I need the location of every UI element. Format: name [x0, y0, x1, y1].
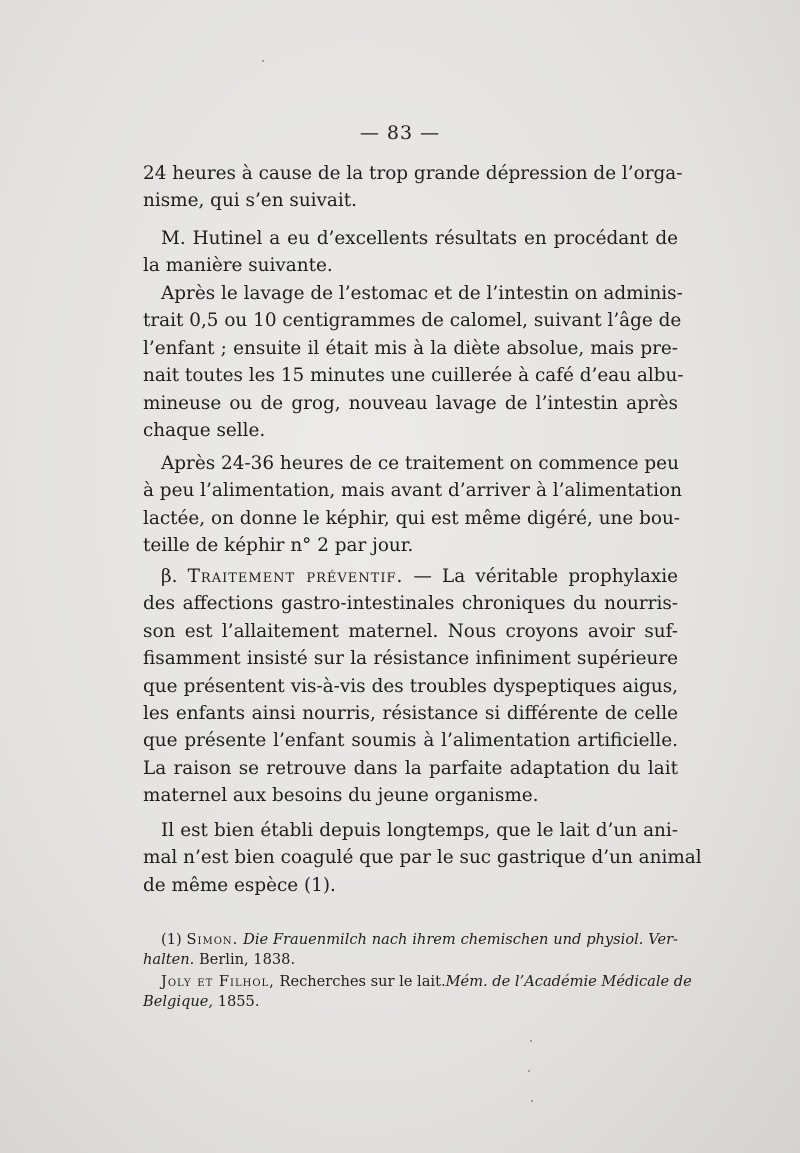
footnote-2	[143, 972, 692, 1011]
paragraph-3	[143, 280, 684, 444]
paragraph-5	[143, 563, 678, 810]
text-line: à peu l’alimentation, mais avant d’arriver à l’alimentation	[143, 480, 682, 502]
text-line: lactée, on donne le képhir, qui est même digéré, une bou-	[143, 507, 681, 529]
text-line: la manière suivante.	[143, 255, 333, 277]
text-line: nisme, qui s’en suivait.	[143, 190, 358, 212]
footnote-line: Belgique, 1855.	[143, 992, 260, 1010]
paper-speck	[262, 60, 264, 62]
paper-speck	[531, 1100, 533, 1102]
text-line: Après le lavage de l’estomac et de l’intestin on adminis-	[161, 283, 683, 304]
text-line: les enfants ainsi nourris, résistance si différente de celle	[143, 702, 678, 724]
text-line: nait toutes les 15 minutes une cuillerée à café d’eau albu-	[143, 365, 684, 387]
text-line: chaque selle.	[143, 419, 266, 441]
text-line: Après 24-36 heures de ce traitement on commence peu	[161, 453, 679, 474]
text-line: β. Traitement préventif. — La véritable prophylaxie	[161, 566, 678, 587]
text-line: des affections gastro-intestinales chroniques du nourris-	[143, 593, 678, 615]
text-line: Il est bien établi depuis longtemps, que le lait d’un ani-	[161, 820, 678, 841]
paper-speck	[530, 1040, 532, 1042]
footnote-line: (1) Simon. Die Frauenmilch nach ihrem chemischen und physiol. Ver-	[161, 931, 678, 948]
text-line: La raison se retrouve dans la parfaite adaptation du lait	[143, 757, 678, 779]
text-line: que présentent vis-à-vis des troubles dyspeptiques aigus,	[143, 675, 678, 697]
text-line: que présente l’enfant soumis à l’alimentation artificielle.	[143, 730, 678, 752]
footnotes	[143, 930, 692, 1011]
text-line: de même espèce (1).	[143, 874, 336, 896]
paragraph-2	[143, 225, 678, 280]
section-marker: β.	[161, 566, 178, 587]
page-number: — 83 —	[359, 122, 441, 144]
text-line: mineuse ou de grog, nouveau lavage de l’intestin après	[143, 392, 678, 414]
text-line: M. Hutinel a eu d’excellents résultats en procédant de	[161, 228, 678, 249]
section-heading: Traitement préventif.	[187, 566, 404, 587]
footnote-1	[143, 930, 678, 969]
paragraph-1	[143, 160, 683, 215]
text-line: fisamment insisté sur la résistance infiniment supérieure	[143, 648, 678, 670]
paper-speck	[528, 1070, 530, 1072]
footnote-line: halten. Berlin, 1838.	[143, 950, 296, 968]
text-line: l’enfant ; ensuite il était mis à la diète absolue, mais pre-	[143, 337, 678, 359]
text-line: teille de képhir n° 2 par jour.	[143, 535, 414, 557]
text-line: mal n’est bien coagulé que par le suc gastrique d’un animal	[143, 847, 702, 869]
text-line: maternel aux besoins du jeune organisme.	[143, 785, 539, 807]
footnote-line: Joly et Filhol, Recherches sur le lait.Mém. de l’Académie Médicale de	[161, 973, 692, 990]
paragraph-4	[143, 450, 682, 560]
text-line: 24 heures à cause de la trop grande dépression de l’orga-	[143, 163, 683, 184]
text-line: son est l’allaitement maternel. Nous croyons avoir suf-	[143, 620, 678, 642]
paragraph-6	[143, 817, 702, 899]
text-line: trait 0,5 ou 10 centigrammes de calomel, suivant l’âge de	[143, 310, 682, 332]
